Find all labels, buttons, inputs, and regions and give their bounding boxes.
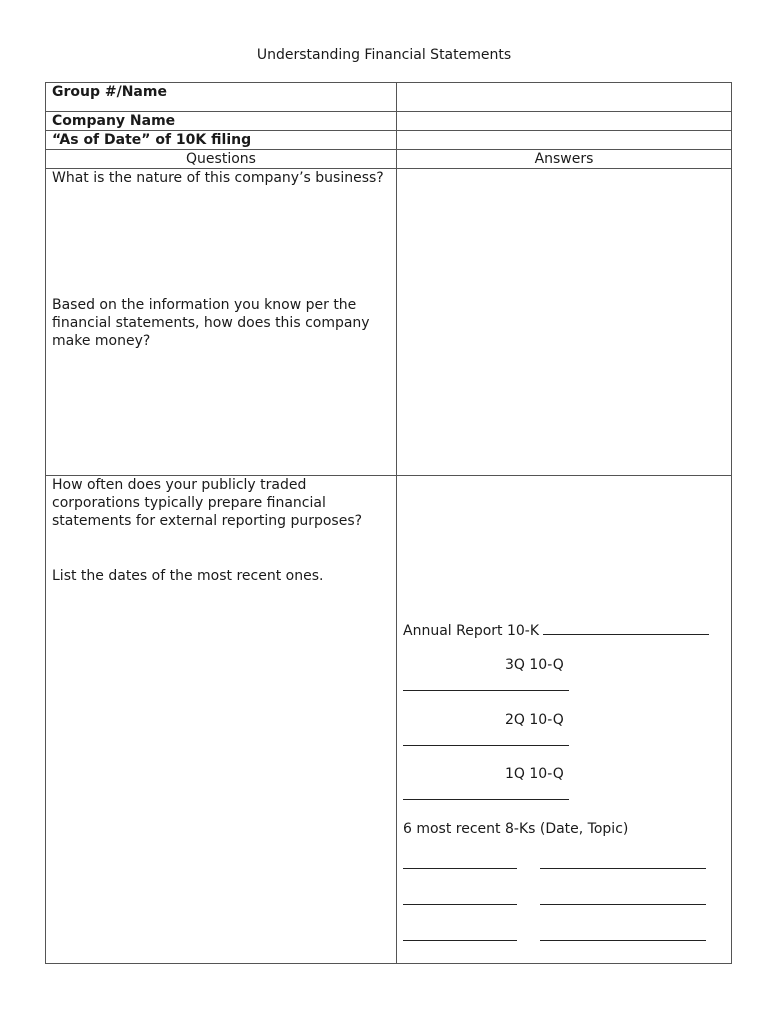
eightk-row-3 [403,926,706,946]
eightk-topic-blank[interactable] [540,926,706,941]
q1-blank[interactable] [403,785,569,800]
eightk-date-blank[interactable] [403,926,517,941]
answer-cell-1[interactable] [397,169,732,476]
eightk-label: 6 most recent 8-Ks (Date, Topic) [403,821,629,837]
annual-report-label: Annual Report 10-K [403,623,540,639]
q2-label: 2Q 10-Q [505,712,564,728]
asof-label: “As of Date” of 10K filing [46,131,397,150]
document-title: Understanding Financial Statements [256,47,512,63]
question-nature: What is the nature of this company’s business? [52,170,384,186]
questions-header: Questions [46,150,397,169]
q3-label: 3Q 10-Q [505,657,564,673]
answer-dates-block [403,476,725,963]
header-row [46,150,732,169]
question-list-dates: List the dates of the most recent ones. [52,568,324,584]
q3-line [403,676,569,696]
worksheet-table [45,82,732,964]
answer-cell-2 [397,476,732,964]
answers-header: Answers [397,150,732,169]
eightk-row-1 [403,854,706,874]
eightk-date-blank[interactable] [403,890,517,905]
group-row [46,83,732,112]
eightk-topic-blank[interactable] [540,854,706,869]
annual-report-line [403,620,709,640]
company-row [46,112,732,131]
q1-label: 1Q 10-Q [505,766,564,782]
asof-row [46,131,732,150]
q2-line [403,731,569,751]
annual-report-blank[interactable] [543,620,709,635]
group-answer-cell[interactable] [397,83,732,112]
company-answer-cell[interactable] [397,112,732,131]
question-cell-1 [46,169,397,476]
question-frequency: How often does your publicly traded corporations typically prepare financial statements for external reporting purposes? [52,477,363,529]
question-cell-2 [46,476,397,964]
eightk-topic-blank[interactable] [540,890,706,905]
q2-blank[interactable] [403,731,569,746]
group-label: Group #/Name [46,83,397,112]
question-row-2 [46,476,732,964]
eightk-row-2 [403,890,706,910]
q1-line [403,785,569,805]
question-row-1 [46,169,732,476]
question-make-money: Based on the information you know per the financial statements, how does this company make money? [52,297,370,349]
eightk-date-blank[interactable] [403,854,517,869]
q3-blank[interactable] [403,676,569,691]
company-label: Company Name [46,112,397,131]
asof-answer-cell[interactable] [397,131,732,150]
